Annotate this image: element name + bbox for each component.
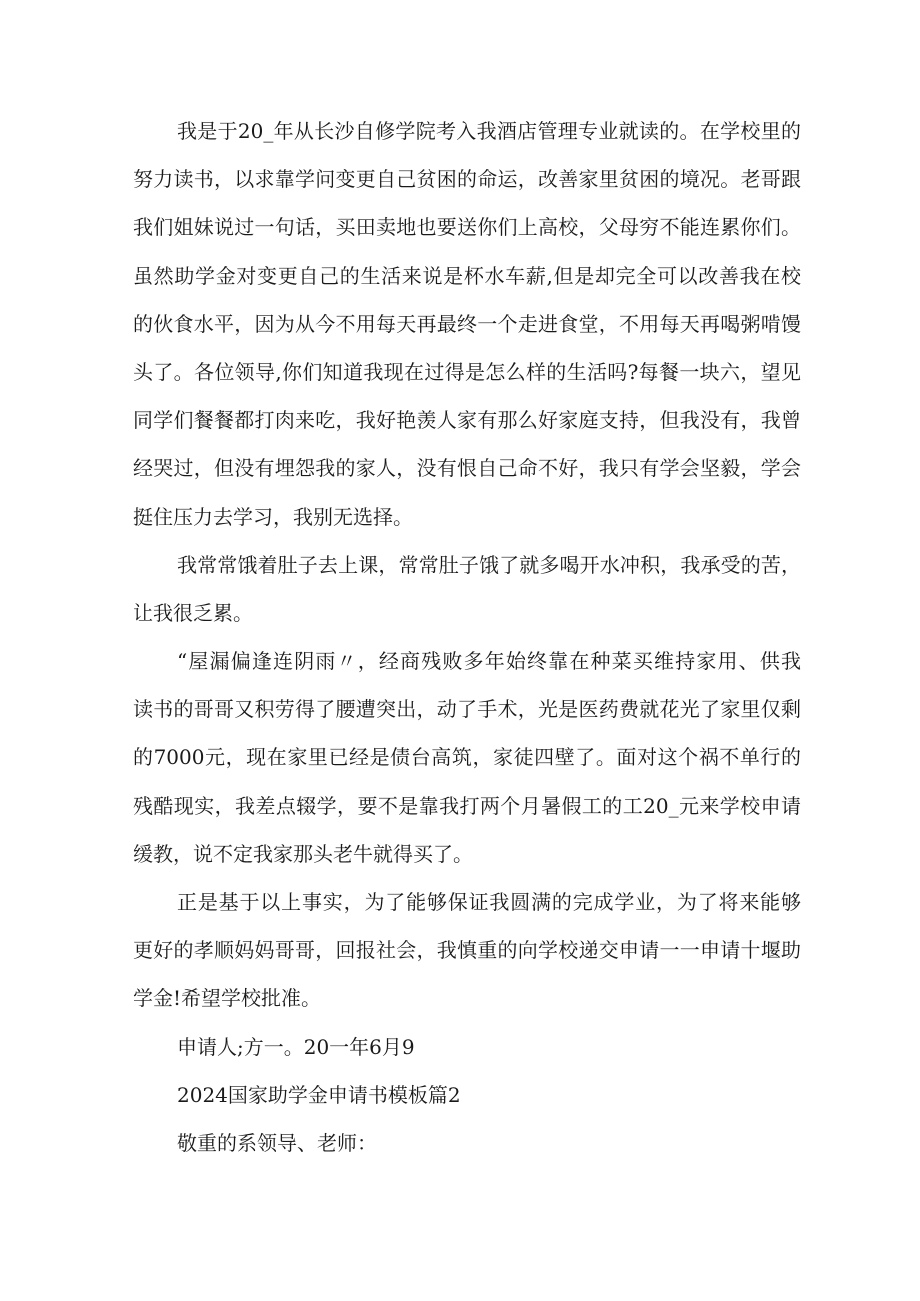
paragraph-3 <box>133 637 801 878</box>
paragraph-line: 我常常饿着肚子去上课，常常肚子饿了就多喝开水冲积，我承受的苦， <box>177 552 801 577</box>
paragraph-line: 努力读书，以求靠学问变更自己贫困的命运，改善家里贫困的境况。老哥跟 <box>133 167 801 192</box>
paragraph-line: 学金!希望学校批准。 <box>133 986 322 1011</box>
paragraph-line: 我是于20_年从长沙自修学院考入我酒店管理专业就读的。在学校里的 <box>177 119 801 143</box>
document-body <box>133 107 801 1167</box>
paragraph-line: 残酷现实，我差点辍学，要不是靠我打两个月暑假工的工20_元来学校申请 <box>133 793 801 818</box>
paragraph-line: 缓教，说不定我家那头老牛就得买了。 <box>133 841 473 866</box>
paragraph-line: 正是基于以上事实，为了能够保证我圆满的完成学业，为了将来能够 <box>177 890 801 914</box>
paragraph-line: 经哭过，但没有埋怨我的家人，没有恨自己命不好，我只有学会坚毅，学会 <box>133 456 801 481</box>
paragraph-line: 挺住压力去学习，我别无选择。 <box>133 504 413 529</box>
paragraph-line: 同学们餐餐都打肉来吃，我好艳羡人家有那么好家庭支持，但我没有，我曾 <box>133 408 801 433</box>
paragraph-line: 虽然助学金对变更自己的生活来说是杯水车薪,但是却完全可以改善我在校 <box>133 263 801 288</box>
paragraph-line: 读书的哥哥又积劳得了腰遭突出，动了手术，光是医药费就花光了家里仅剩 <box>133 697 801 722</box>
paragraph-4 <box>133 878 801 1023</box>
paragraph-line: 我们姐妹说过一句话，买田卖地也要送你们上高校，父母穷不能连累你们。 <box>133 215 801 240</box>
paragraph-1 <box>133 107 801 541</box>
paragraph-line: 更好的孝顺妈妈哥哥，回报社会，我慎重的向学校递交申请一一申请十堰助 <box>133 938 801 963</box>
signature-line: 申请人;方一。20一年6月9 <box>177 1034 415 1059</box>
paragraph-line: “屋漏偏逢连阴雨〃，经商残败多年始终靠在种菜买维持家用、供我 <box>177 649 801 674</box>
paragraph-2 <box>133 541 801 637</box>
salutation: 敬重的系领导、老师： <box>177 1130 377 1155</box>
paragraph-line: 的7000元，现在家里已经是债台高筑，家徒四壁了。面对这个祸不单行的 <box>133 745 801 770</box>
section-heading: 2024国家助学金申请书模板篇2 <box>177 1082 461 1107</box>
paragraph-line: 的伙食水平，因为从今不用每天再最终一个走进食堂，不用每天再喝粥啃馒 <box>133 311 801 336</box>
paragraph-line: 头了。各位领导,你们知道我现在过得是怎么样的生活吗?每餐一块六，望见 <box>133 359 801 384</box>
paragraph-line: 让我很乏累。 <box>133 600 253 625</box>
